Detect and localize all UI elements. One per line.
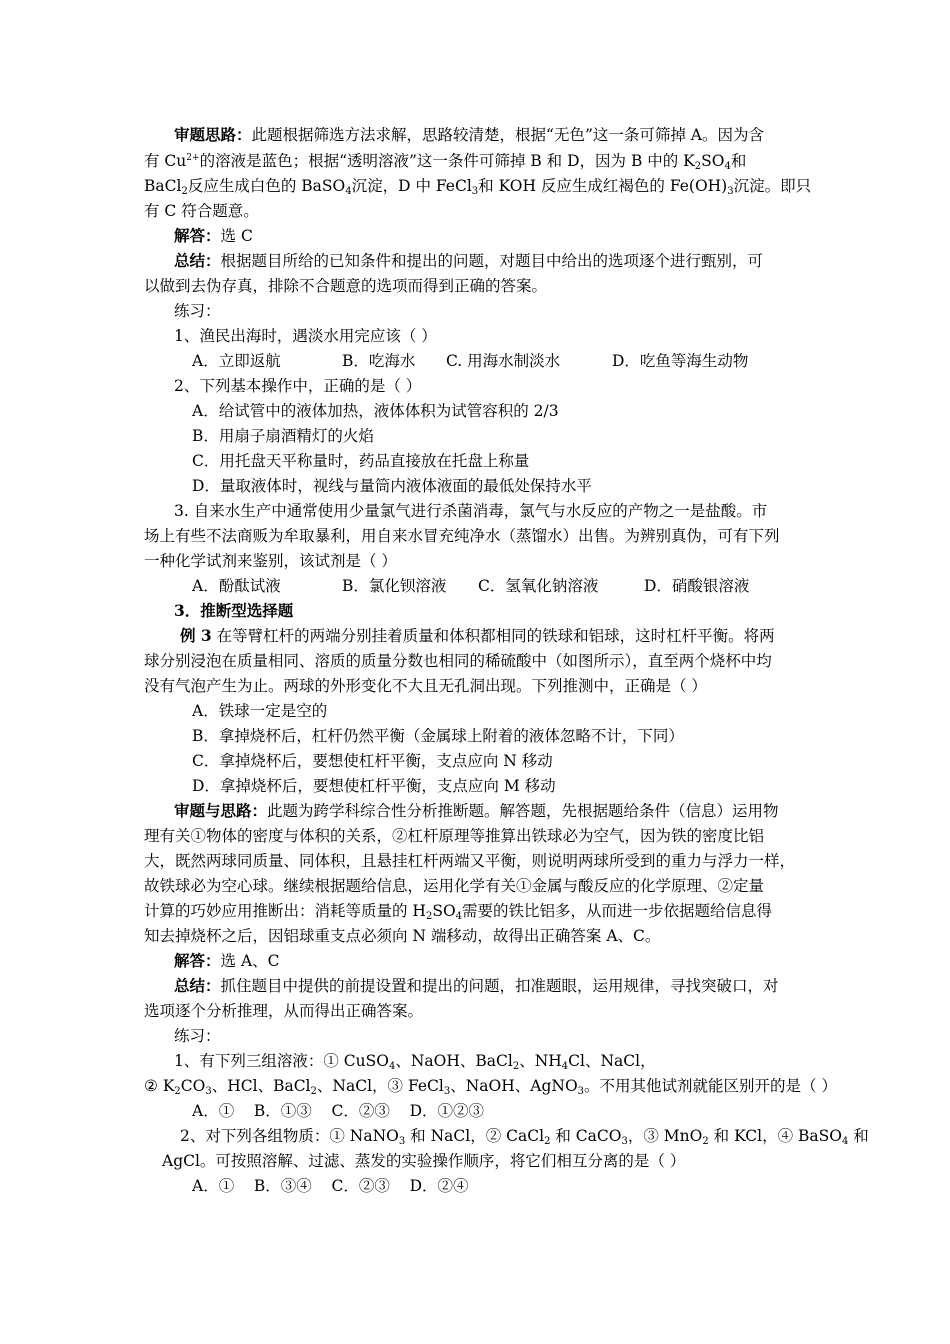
- analysis-paragraph-line: BaCl$_2$反应生成白色的 BaSO$_4$沉淀，D 中 FeCl$_3$和 KOH 反应生成红褐色的 $Fe(OH)_3$沉淀。即只: [144, 177, 812, 197]
- answer-line: 解答：选 C: [174, 226, 253, 245]
- analysis-paragraph-line: 计算的巧妙应用推断出：消耗等质量的 $H_2SO_4$需要的铁比铝多，从而进一步依据题给信息得: [144, 902, 773, 922]
- question-stem: 一种化学试剂来鉴别，该试剂是（ ）: [144, 552, 397, 570]
- analysis-paragraph-line: 有 C 符合题意。: [144, 202, 259, 220]
- analysis-paragraph-line: 有 $Cu^{2+}$的溶液是蓝色；根据“透明溶液”这一条件可筛掉 B 和 D，因为 B 中的 $K_2SO_4$和: [144, 152, 747, 172]
- question-stem: 1、渔民出海时，遇淡水用完应该（ ）: [174, 327, 437, 345]
- option-a: A．酚酞试液: [192, 577, 281, 595]
- question-options: [192, 351, 748, 371]
- option-d: D．硝酸银溶液: [644, 577, 750, 595]
- summary-line: 总结：抓住题目中提供的前提设置和提出的问题，扣准题眼，运用规律，寻找突破口，对: [174, 976, 779, 995]
- option-b: B．拿掉烧杯后，杠杆仍然平衡（金属球上附着的液体忽略不计，下同）: [192, 727, 684, 745]
- option-b: B．吃海水: [342, 352, 416, 370]
- analysis-paragraph-line: 审题思路：此题根据筛选方法求解，思路较清楚，根据“无色”这一条可筛掉 A。因为含: [174, 125, 764, 144]
- option-c: C. 用海水制淡水: [446, 352, 561, 370]
- analysis-paragraph-line: 审题与思路：此题为跨学科综合性分析推断题。解答题，先根据题给条件（信息）运用物: [174, 801, 779, 820]
- question-options: [192, 576, 749, 596]
- option-d: D．吃鱼等海生动物: [612, 352, 749, 370]
- option-b: B．用扇子扇酒精灯的火焰: [192, 427, 374, 445]
- section-title: 3．推断型选择题: [174, 601, 294, 620]
- option-c: C．氢氧化钠溶液: [478, 577, 599, 595]
- question-stem: AgCl。可按照溶解、过滤、蒸发的实验操作顺序，将它们相互分离的是（ ）: [162, 1152, 686, 1170]
- analysis-paragraph-line: 理有关①物体的密度与体积的关系，②杠杆原理等推算出铁球必为空气，因为铁的密度比铝: [144, 827, 765, 845]
- question-options: A．① B．①③ C．②③ D．①②③: [192, 1102, 484, 1120]
- answer-line: 解答：选 A、C: [174, 951, 280, 970]
- summary-line: 以做到去伪存真，排除不合题意的选项而得到正确的答案。: [144, 277, 548, 295]
- option-a: A．铁球一定是空的: [192, 702, 328, 720]
- example-label: 例 3: [180, 626, 212, 645]
- option-d: D．拿掉烧杯后，要想使杠杆平衡，支点应向 M 移动: [192, 777, 556, 795]
- example-stem: 球分别浸泡在质量相同、溶质的质量分数也相同的稀硫酸中（如图所示），直至两个烧杯中均: [144, 652, 772, 670]
- question-stem: 场上有些不法商贩为牟取暴利，用自来水冒充纯净水（蒸馏水）出售。为辨别真伪，可有下列: [144, 527, 780, 545]
- analysis-paragraph-line: 大，既然两球同质量、同体积，且悬挂杠杆两端又平衡，则说明两球所受到的重力与浮力一样，: [144, 852, 796, 870]
- example-stem: 没有气泡产生为止。两球的外形变化不大且无孔洞出现。下列推测中，正确是（ ）: [144, 677, 707, 695]
- option-a: A．立即返航: [192, 352, 281, 370]
- example-stem: 例 3 在等臂杠杆的两端分别挂着质量和体积都相同的铁球和铝球，这时杠杆平衡。将两: [180, 626, 775, 645]
- summary-line: 总结：根据题目所给的已知条件和提出的问题，对题目中给出的选项逐个进行甄别，可: [174, 251, 764, 270]
- question-options: A．① B．③④ C．②③ D．②④: [192, 1177, 469, 1195]
- question-stem: ② $K_2CO_3$、HCl、BaCl$_2$、NaCl，③ FeCl$_3$、NaOH、AgNO$_3$。不用其他试剂就能区别开的是（ ）: [144, 1077, 837, 1097]
- question-stem: 2、下列基本操作中，正确的是（ ）: [174, 377, 422, 395]
- practice-heading: 练习：: [174, 1027, 221, 1045]
- analysis-paragraph-line: 故铁球必为空心球。继续根据题给信息，运用化学有关①金属与酸反应的化学原理、②定量: [144, 877, 765, 895]
- option-b: B．氯化钡溶液: [342, 577, 447, 595]
- practice-heading: 练习：: [174, 302, 221, 320]
- option-c: C．用托盘天平称量时，药品直接放在托盘上称量: [192, 452, 530, 470]
- question-stem: 1、有下列三组溶液：① CuSO$_4$、NaOH、BaCl$_2$、$NH_4Cl$、NaCl，: [174, 1052, 656, 1072]
- option-a: A．给试管中的液体加热，液体体积为试管容积的 2/3: [192, 402, 559, 420]
- summary-line: 选项逐个分析推理，从而得出正确答案。: [144, 1002, 424, 1020]
- analysis-paragraph-line: 知去掉烧杯之后，因铝球重支点必须向 N 端移动，故得出正确答案 A、C。: [144, 927, 661, 945]
- question-stem: 3. 自来水生产中通常使用少量氯气进行杀菌消毒，氯气与水反应的产物之一是盐酸。市: [174, 502, 768, 520]
- question-stem: 2、对下列各组物质：① NaNO$_3$ 和 NaCl，② CaCl$_2$ 和 CaCO$_3$，③ MnO$_2$ 和 KCl，④ BaSO$_4$ 和: [180, 1127, 869, 1147]
- analysis-label: 审题思路：: [174, 125, 252, 144]
- option-c: C．拿掉烧杯后，要想使杠杆平衡，支点应向 N 移动: [192, 752, 553, 770]
- option-d: D．量取液体时，视线与量筒内液体液面的最低处保持水平: [192, 477, 592, 495]
